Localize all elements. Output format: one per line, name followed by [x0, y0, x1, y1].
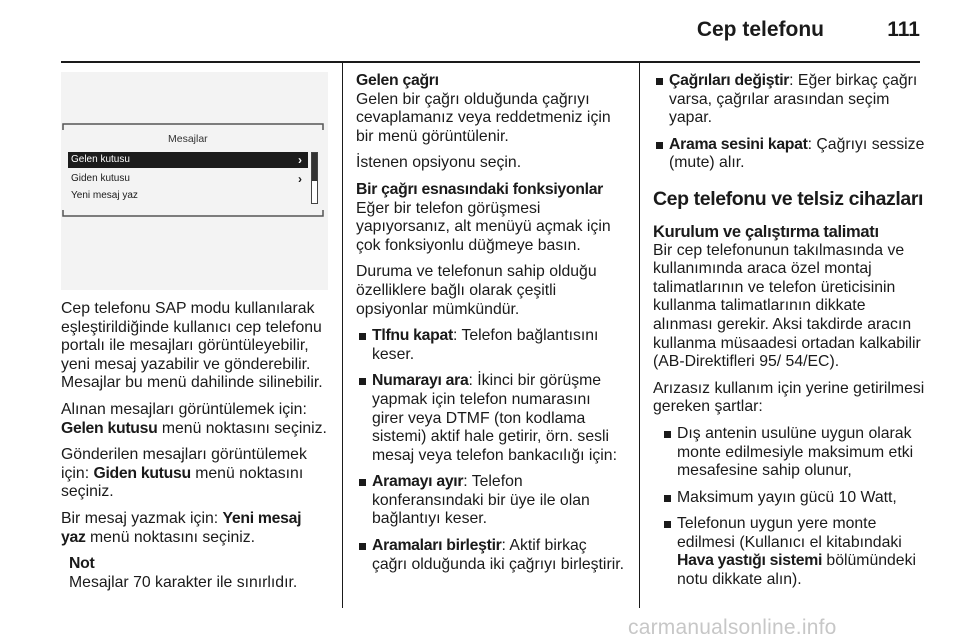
note-block: [69, 555, 329, 592]
intro-paragraph: Cep telefonu SAP modu kullanılarak eşleştirildiğinde kullanıcı cep telefonu portalı ile mesajları görüntüleyebilir, yeni mesaj yazabilir ve gönderebilir. Mesajlar bu menü dahilinde silinebilir.: [61, 300, 323, 392]
menu-item-outbox[interactable]: [68, 171, 308, 187]
column-3: [653, 72, 925, 598]
note-text: Mesajlar 70 karakter ile sınırlıdır.: [69, 573, 298, 591]
airbag-term: Hava yastığı sistemi: [677, 552, 823, 570]
bullet-split-call: Aramayı ayır: Telefon konferansındaki bir üye ile olan bağlantıyı keser.: [356, 473, 626, 529]
running-header-title: Cep telefonu: [696, 18, 824, 41]
chevron-right-icon: ›: [298, 153, 302, 167]
screen-scrollbar[interactable]: [311, 152, 318, 204]
note-title: Not: [69, 555, 95, 573]
watermark: carmanualsonline.info: [628, 616, 837, 639]
header-rule: [61, 61, 920, 63]
scrollbar-thumb[interactable]: [312, 153, 317, 181]
menu-item-new-message[interactable]: [68, 188, 308, 204]
select-option-paragraph: İstenen opsiyonu seçin.: [356, 154, 522, 172]
new-message-term: Yeni mesaj yaz: [61, 509, 302, 546]
menu-item-label: Yeni mesaj yaz: [71, 190, 138, 201]
conditions-paragraph: Arızasız kullanım için yerine getirilmesi gereken şartlar:: [653, 379, 925, 416]
section-heading: Cep telefonu ve telsiz cihazları: [653, 187, 924, 210]
chevron-right-icon: ›: [298, 172, 302, 186]
options-paragraph: Duruma ve telefonun sahip olduğu özelliklere bağlı olarak çeşitli opsiyonlar mümkündür.: [356, 263, 597, 318]
bullet-switch-calls: Çağrıları değiştir: Eğer birkaç çağrı varsa, çağrılar arasından seçim yapar.: [653, 72, 925, 128]
subsection-heading: Kurulum ve çalıştırma talimatı: [653, 222, 879, 241]
page-number: 111: [887, 18, 920, 41]
bullet-merge-calls: Aramaları birleştir: Aktif birkaç çağrı olduğunda iki çağrıyı birleştirir.: [356, 537, 626, 574]
incoming-call-paragraph: Gelen bir çağrı olduğunda çağrıyı cevaplamanız veya reddetmeniz için bir menü görüntülenir.: [356, 90, 611, 145]
column-2: [356, 72, 626, 582]
column-divider-2: [639, 63, 640, 608]
bullet-antenna: Dış antenin usulüne uygun olarak monte edilmesiyle maksimum etki mesafesine sahip olunur,: [661, 425, 925, 481]
call-functions-heading: Bir çağrı esnasındaki fonksiyonlar: [356, 180, 604, 198]
outbox-paragraph: Gönderilen mesajları görüntülemek için: Giden kutusu menü noktasını seçiniz.: [61, 446, 307, 501]
inbox-term: Gelen kutusu: [61, 419, 158, 437]
bullet-mute-call: Arama sesini kapat: Çağrıyı sessize (mute) alır.: [653, 136, 925, 173]
outbox-term: Giden kutusu: [93, 464, 191, 482]
new-message-paragraph: Bir mesaj yazmak için: Yeni mesaj yaz menü noktasını seçiniz.: [61, 509, 302, 546]
bullet-hang-up: Tlfnu kapat: Telefon bağlantısını keser.: [356, 327, 626, 364]
incoming-call-heading: Gelen çağrı: [356, 72, 439, 89]
menu-item-label: Giden kutusu: [71, 173, 130, 184]
column-divider-1: [342, 63, 343, 608]
display-screen: [68, 130, 318, 210]
screen-title: Mesajlar: [168, 133, 208, 145]
installation-paragraph: Bir cep telefonunun takılmasında ve kullanımında araca özel montaj talimatlarının ve telefon üreticisinin kullanma talimatlarının dikkate alınması gerekir. Aksi takdirde aracın kullanma müsaadesi ortadan kalkabilir (AB-Direktifleri 95/ 54/EC).: [653, 241, 921, 371]
messages-screen-figure: [61, 72, 328, 290]
inbox-paragraph: Alınan mesajları görüntülemek için: Gelen kutusu menü noktasını seçiniz.: [61, 400, 327, 437]
bullet-dial-number: Numarayı ara: İkinci bir görüşme yapmak için telefon numarasını girer veya DTMF (ton kodlama sistemi) aktif hale getirir, örn. sesli mesaj veya telefon bankacılığı için:: [356, 372, 626, 465]
menu-item-label: Gelen kutusu: [71, 154, 130, 165]
bullet-max-power: Maksimum yayın gücü 10 Watt,: [661, 489, 925, 508]
bullet-mounting: Telefonun uygun yere monte edilmesi (Kullanıcı el kitabındaki Hava yastığı sistemi bölümündeki notu dikkate alın).: [661, 515, 925, 589]
call-functions-paragraph: Eğer bir telefon görüşmesi yapıyorsanız, alt menüyü açmak için çok fonksiyonlu düğmeye basın.: [356, 199, 611, 254]
column-1: [61, 300, 329, 592]
menu-item-inbox[interactable]: [68, 152, 308, 168]
